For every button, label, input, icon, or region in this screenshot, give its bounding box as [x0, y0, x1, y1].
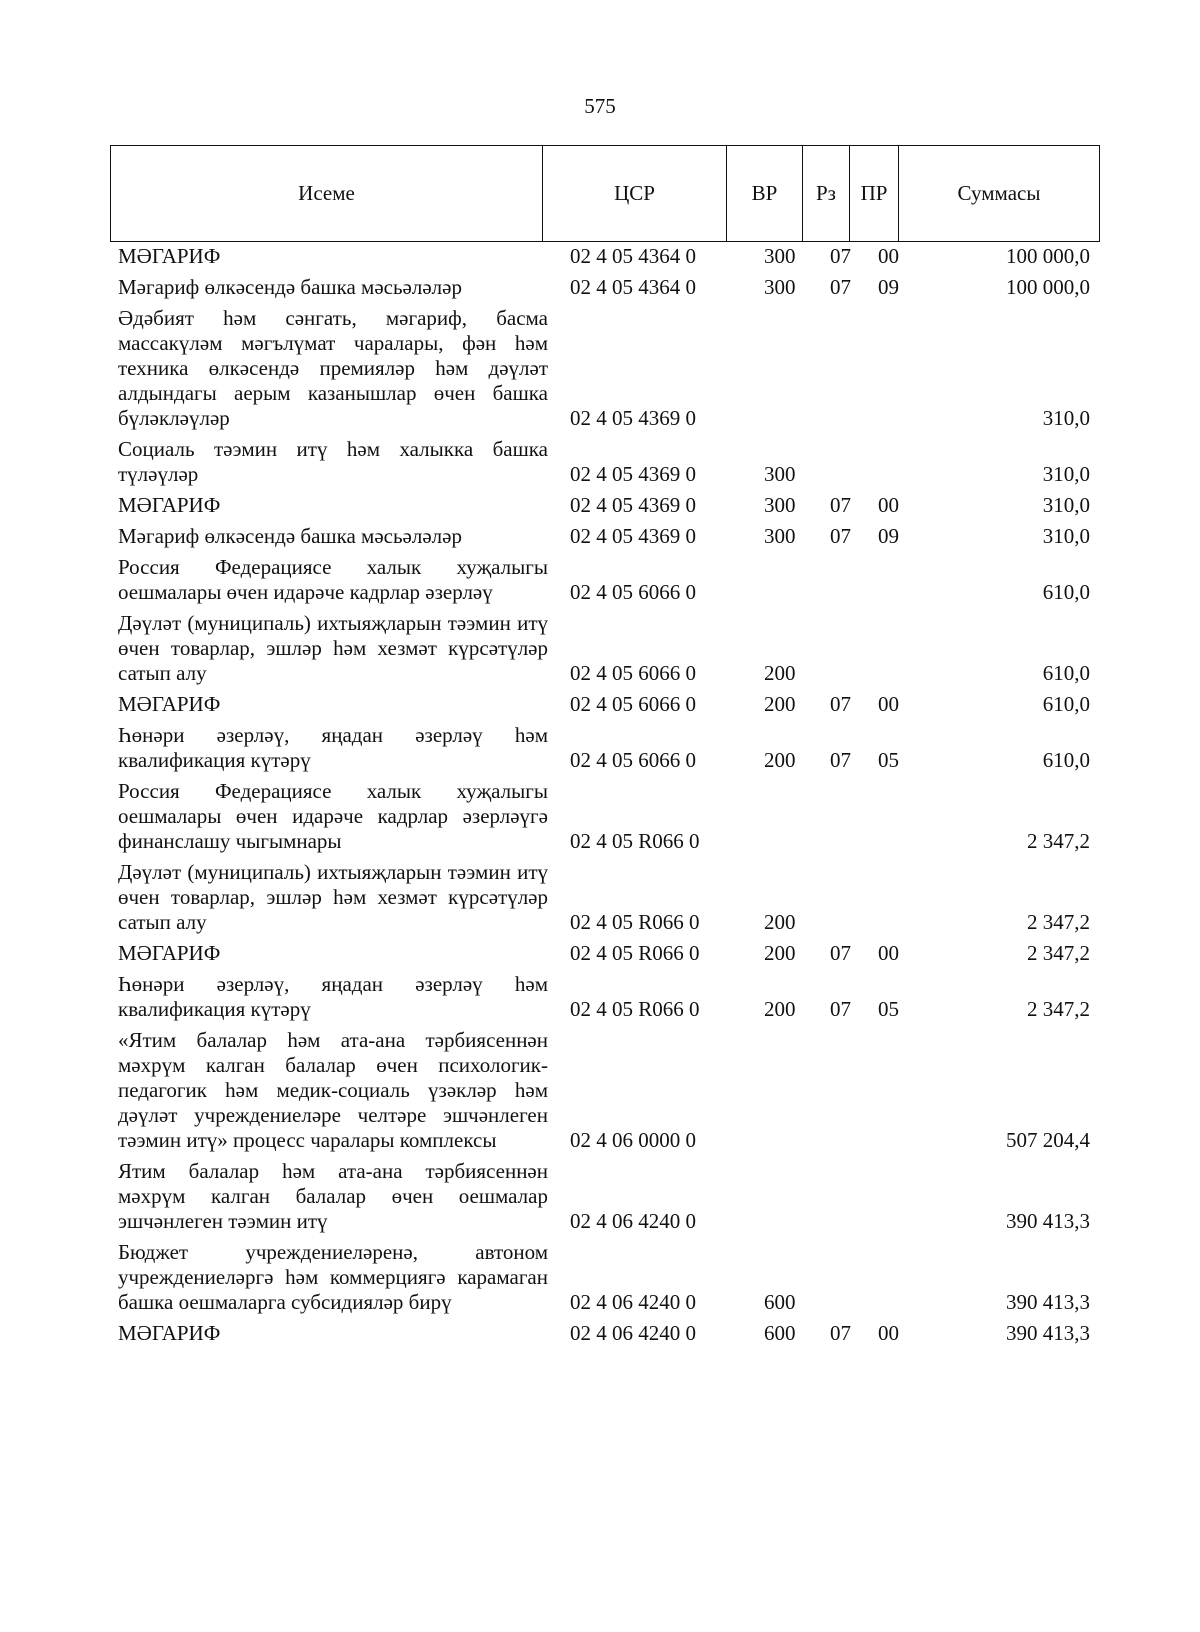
row-sum: 2 347,2	[1027, 941, 1090, 965]
row-sum: 610,0	[1042, 580, 1090, 604]
table-row	[118, 1159, 1098, 1234]
row-csr: 02 4 05 4369 0	[570, 462, 696, 486]
header-pr: ПР	[850, 146, 899, 242]
row-vr: 200	[764, 748, 796, 772]
row-sum: 610,0	[1042, 692, 1090, 716]
row-sum: 2 347,2	[1027, 997, 1090, 1021]
row-pr: 00	[878, 941, 899, 965]
row-name: Мәгариф өлкәсендә башка мәсьәләләр	[118, 524, 462, 548]
table-row	[118, 1028, 1098, 1153]
header-sum: Суммасы	[899, 146, 1100, 242]
table-row	[118, 692, 1098, 717]
row-name: МӘГАРИФ	[118, 692, 221, 716]
row-name: Һөнәри әзерләү, яңадан әзерләү һәм квалификация күтәрү	[118, 723, 548, 772]
row-csr: 02 4 05 R066 0	[570, 829, 700, 853]
table-row	[118, 1240, 1098, 1315]
row-vr: 300	[764, 493, 796, 517]
row-pr: 00	[878, 1321, 899, 1345]
table-row	[118, 493, 1098, 518]
row-sum: 310,0	[1042, 406, 1090, 430]
row-csr: 02 4 05 6066 0	[570, 692, 696, 716]
row-csr: 02 4 05 R066 0	[570, 997, 700, 1021]
row-csr: 02 4 05 R066 0	[570, 941, 700, 965]
row-name: Социаль тәэмин итү һәм халыкка башка түләүләр	[118, 437, 548, 486]
row-name: Бюджет учреждениеләренә, автоном учреждениеләргә һәм коммерциягә карамаган башка оешмаларга субсидияләр бирү	[118, 1240, 548, 1314]
row-sum: 100 000,0	[1006, 275, 1090, 299]
table-header	[110, 145, 1100, 242]
row-vr: 300	[764, 244, 796, 268]
row-rz: 07	[830, 692, 851, 716]
table-row	[118, 1321, 1098, 1346]
row-name: Һөнәри әзерләү, яңадан әзерләү һәм квалификация күтәрү	[118, 972, 548, 1021]
row-rz: 07	[830, 493, 851, 517]
table-row	[118, 860, 1098, 935]
row-vr: 300	[764, 524, 796, 548]
row-csr: 02 4 05 4369 0	[570, 493, 696, 517]
row-name: МӘГАРИФ	[118, 244, 221, 268]
row-name: Ятим балалар һәм ата-ана тәрбиясеннән мәхрүм калган балалар өчен оешмалар эшчәнлеген тәэмин итү	[118, 1159, 548, 1233]
row-sum: 2 347,2	[1027, 910, 1090, 934]
row-vr: 200	[764, 910, 796, 934]
row-name: МӘГАРИФ	[118, 1321, 221, 1345]
row-pr: 00	[878, 244, 899, 268]
row-vr: 200	[764, 661, 796, 685]
row-name: Мәгариф өлкәсендә башка мәсьәләләр	[118, 275, 462, 299]
table-row	[118, 779, 1098, 854]
row-vr: 600	[764, 1290, 796, 1314]
row-csr: 02 4 05 4364 0	[570, 275, 696, 299]
row-sum: 2 347,2	[1027, 829, 1090, 853]
row-sum: 390 413,3	[1006, 1290, 1090, 1314]
row-csr: 02 4 05 6066 0	[570, 661, 696, 685]
table-row	[118, 555, 1098, 605]
row-sum: 310,0	[1042, 493, 1090, 517]
row-csr: 02 4 05 4369 0	[570, 406, 696, 430]
table-row	[118, 941, 1098, 966]
row-csr: 02 4 05 4364 0	[570, 244, 696, 268]
table-row	[118, 275, 1098, 300]
row-pr: 05	[878, 997, 899, 1021]
row-sum: 390 413,3	[1006, 1321, 1090, 1345]
row-sum: 310,0	[1042, 462, 1090, 486]
table-row	[118, 244, 1098, 269]
row-sum: 100 000,0	[1006, 244, 1090, 268]
row-rz: 07	[830, 244, 851, 268]
row-csr: 02 4 05 R066 0	[570, 910, 700, 934]
row-csr: 02 4 06 4240 0	[570, 1290, 696, 1314]
row-csr: 02 4 06 4240 0	[570, 1321, 696, 1345]
row-name: МӘГАРИФ	[118, 941, 221, 965]
row-name: Дәүләт (муниципаль) ихтыяҗларын тәэмин итү өчен товарлар, эшләр һәм хезмәт күрсәтүләр сатып алу	[118, 611, 548, 685]
table-row	[118, 306, 1098, 431]
header-name: Исеме	[298, 181, 355, 205]
row-rz: 07	[830, 941, 851, 965]
header-csr: ЦСР	[543, 146, 727, 242]
row-name: Әдәбият һәм сәнгать, мәгариф, басма массакүләм мәгълүмат чаралары, фән һәм техника өлкәсендә премияләр һәм дәүләт алдындагы аерым казанышлар өчен башка бүләкләүләр	[118, 306, 548, 430]
row-pr: 09	[878, 524, 899, 548]
row-rz: 07	[830, 748, 851, 772]
row-csr: 02 4 05 4369 0	[570, 524, 696, 548]
row-vr: 600	[764, 1321, 796, 1345]
row-vr: 200	[764, 941, 796, 965]
row-rz: 07	[830, 997, 851, 1021]
row-name: Дәүләт (муниципаль) ихтыяҗларын тәэмин итү өчен товарлар, эшләр һәм хезмәт күрсәтүләр сатып алу	[118, 860, 548, 934]
row-sum: 310,0	[1042, 524, 1090, 548]
header-vr: ВР	[727, 146, 803, 242]
row-rz: 07	[830, 1321, 851, 1345]
header-rz: Рз	[803, 146, 850, 242]
table-row	[118, 972, 1098, 1022]
table-row	[118, 437, 1098, 487]
row-name: «Ятим балалар һәм ата-ана тәрбиясеннән мәхрүм калган балалар өчен психологик-педагогик һәм медик-социаль үзәкләр һәм дәүләт учреждениеләре челтәре эшчәнлеген тәэмин итү» процесс чаралары комплексы	[118, 1028, 548, 1152]
row-pr: 05	[878, 748, 899, 772]
row-vr: 300	[764, 275, 796, 299]
row-pr: 00	[878, 692, 899, 716]
row-rz: 07	[830, 275, 851, 299]
row-sum: 507 204,4	[1006, 1128, 1090, 1152]
row-name: Россия Федерациясе халык хуҗалыгы оешмалары өчен идарәче кадрлар әзерләүгә финанслашу чыгымнары	[118, 779, 548, 853]
row-rz: 07	[830, 524, 851, 548]
row-csr: 02 4 06 0000 0	[570, 1128, 696, 1152]
table-row	[118, 524, 1098, 549]
row-vr: 200	[764, 692, 796, 716]
row-sum: 390 413,3	[1006, 1209, 1090, 1233]
row-name: Россия Федерациясе халык хуҗалыгы оешмалары өчен идарәче кадрлар әзерләү	[118, 555, 548, 604]
table-body	[118, 244, 1098, 1352]
row-vr: 300	[764, 462, 796, 486]
row-pr: 09	[878, 275, 899, 299]
page-number: 575	[584, 94, 616, 118]
table-row	[118, 611, 1098, 686]
row-csr: 02 4 05 6066 0	[570, 748, 696, 772]
row-vr: 200	[764, 997, 796, 1021]
row-pr: 00	[878, 493, 899, 517]
row-csr: 02 4 06 4240 0	[570, 1209, 696, 1233]
row-name: МӘГАРИФ	[118, 493, 221, 517]
table-row	[118, 723, 1098, 773]
row-csr: 02 4 05 6066 0	[570, 580, 696, 604]
row-sum: 610,0	[1042, 748, 1090, 772]
row-sum: 610,0	[1042, 661, 1090, 685]
